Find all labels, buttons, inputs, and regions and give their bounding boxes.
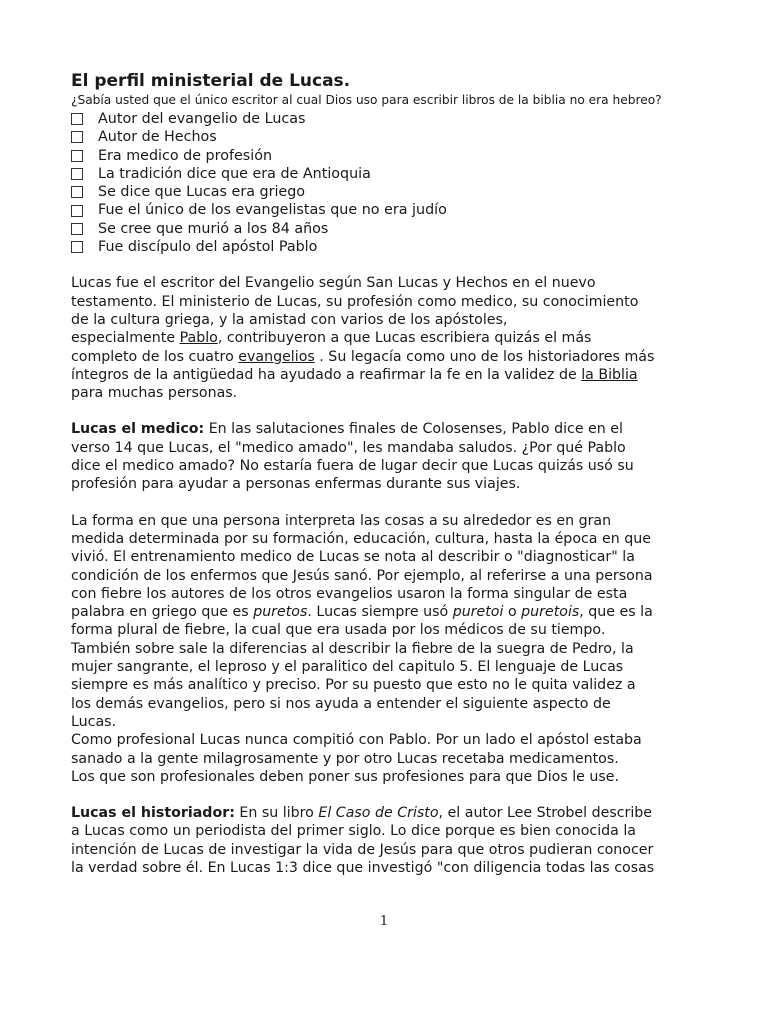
checklist-item: Era medico de profesión — [71, 147, 711, 165]
link-pablo[interactable]: Pablo — [179, 330, 218, 347]
checklist-item: Fue el único de los evangelistas que no era judío — [71, 201, 711, 219]
fact-checklist — [71, 110, 711, 256]
document-title: El perfil ministerial de Lucas. — [71, 71, 351, 91]
section-heading-historiador: Lucas el historiador: — [71, 805, 235, 822]
document-subtitle: ¿Sabía usted que el único escritor al cual Dios uso para escribir libros de la biblia no era hebreo? — [71, 93, 662, 107]
checkbox-icon — [71, 241, 83, 253]
document-page — [71, 70, 711, 877]
checkbox-icon — [71, 131, 83, 143]
checkbox-icon — [71, 168, 83, 180]
checkbox-icon — [71, 186, 83, 198]
historiador-paragraph: Lucas el historiador: En su libro El Caso de Cristo, el autor Lee Strobel describe a Lucas como un periodista del primer siglo. Lo dice porque es bien conocida la intención de Lucas de investigar la vida de Jesús para que otros pudieran conocer la verdad sobre él. En Lucas 1:3 dice que investigó "con diligencia todas las cosas — [71, 805, 655, 876]
checkbox-icon — [71, 150, 83, 162]
checkbox-icon — [71, 223, 83, 235]
medico-paragraph: Lucas el medico: En las salutaciones finales de Colosenses, Pablo dice en el verso 14 que Lucas, el "medico amado", les mandaba saludos. ¿Por qué Pablo dice el medico amado? No estaría fuera de lugar decir que Lucas quizás usó su profesión para ayudar a personas enfermas durante sus viajes. — [71, 421, 634, 493]
link-la-biblia[interactable]: la Biblia — [581, 366, 638, 383]
checkbox-icon — [71, 113, 83, 125]
checklist-item: Se dice que Lucas era griego — [71, 183, 711, 201]
forma-paragraph: La forma en que una persona interpreta las cosas a su alrededor es en gran medida determinada por su formación, educación, cultura, hasta la época en que vivió. El entrenamiento medico de Lucas se nota al describir o "diagnosticar" la condición de los enfermos que Jesús sanó. Por ejemplo, al referirse a una persona con fiebre los autores de los otros evangelios usaron la forma singular de esta palabra en griego que es puretos. Lucas siempre usó puretoi o puretois, que es la forma plural de fiebre, la cual que era usada por los médicos de su tiempo. También sobre sale la diferencias al describir la fiebre de la suegra de Pedro, la mujer sangrante, el leproso y el paralitico del capitulo 5. El lenguaje de Lucas siempre es más analítico y preciso. Por su puesto que esto no le quita validez a los demás evangelios, pero si nos ayuda a entender el siguiente aspecto de Lucas. Como profesional Lucas nunca compitió con Pablo. Por un lado el apóstol estaba sanado a la gente milagrosamente y por otro Lucas recetaba medicamentos. Los que son profesionales deben poner sus profesiones para que Dios le use. — [71, 512, 653, 785]
checklist-item: La tradición dice que era de Antioquia — [71, 165, 711, 183]
checklist-item: Se cree que murió a los 84 años — [71, 220, 711, 238]
intro-paragraph: Lucas fue el escritor del Evangelio según San Lucas y Hechos en el nuevo testamento. El ministerio de Lucas, su profesión como medico, su conocimiento de la cultura griega, y la amistad con varios de los apóstoles, especialmente Pablo, contribuyeron a que Lucas escribiera quizás el más completo de los cuatro evangelios . Su legacía como uno de los historiadores más íntegros de la antigüedad ha ayudado a reafirmar la fe en la validez de la Biblia para muchas personas. — [71, 275, 655, 402]
checkbox-icon — [71, 205, 83, 217]
checklist-item: Autor del evangelio de Lucas — [71, 110, 711, 128]
page-number: 1 — [379, 914, 389, 929]
link-evangelios[interactable]: evangelios — [238, 348, 315, 365]
checklist-item: Fue discípulo del apóstol Pablo — [71, 238, 711, 256]
section-heading-medico: Lucas el medico: — [71, 421, 205, 438]
checklist-item: Autor de Hechos — [71, 128, 711, 146]
